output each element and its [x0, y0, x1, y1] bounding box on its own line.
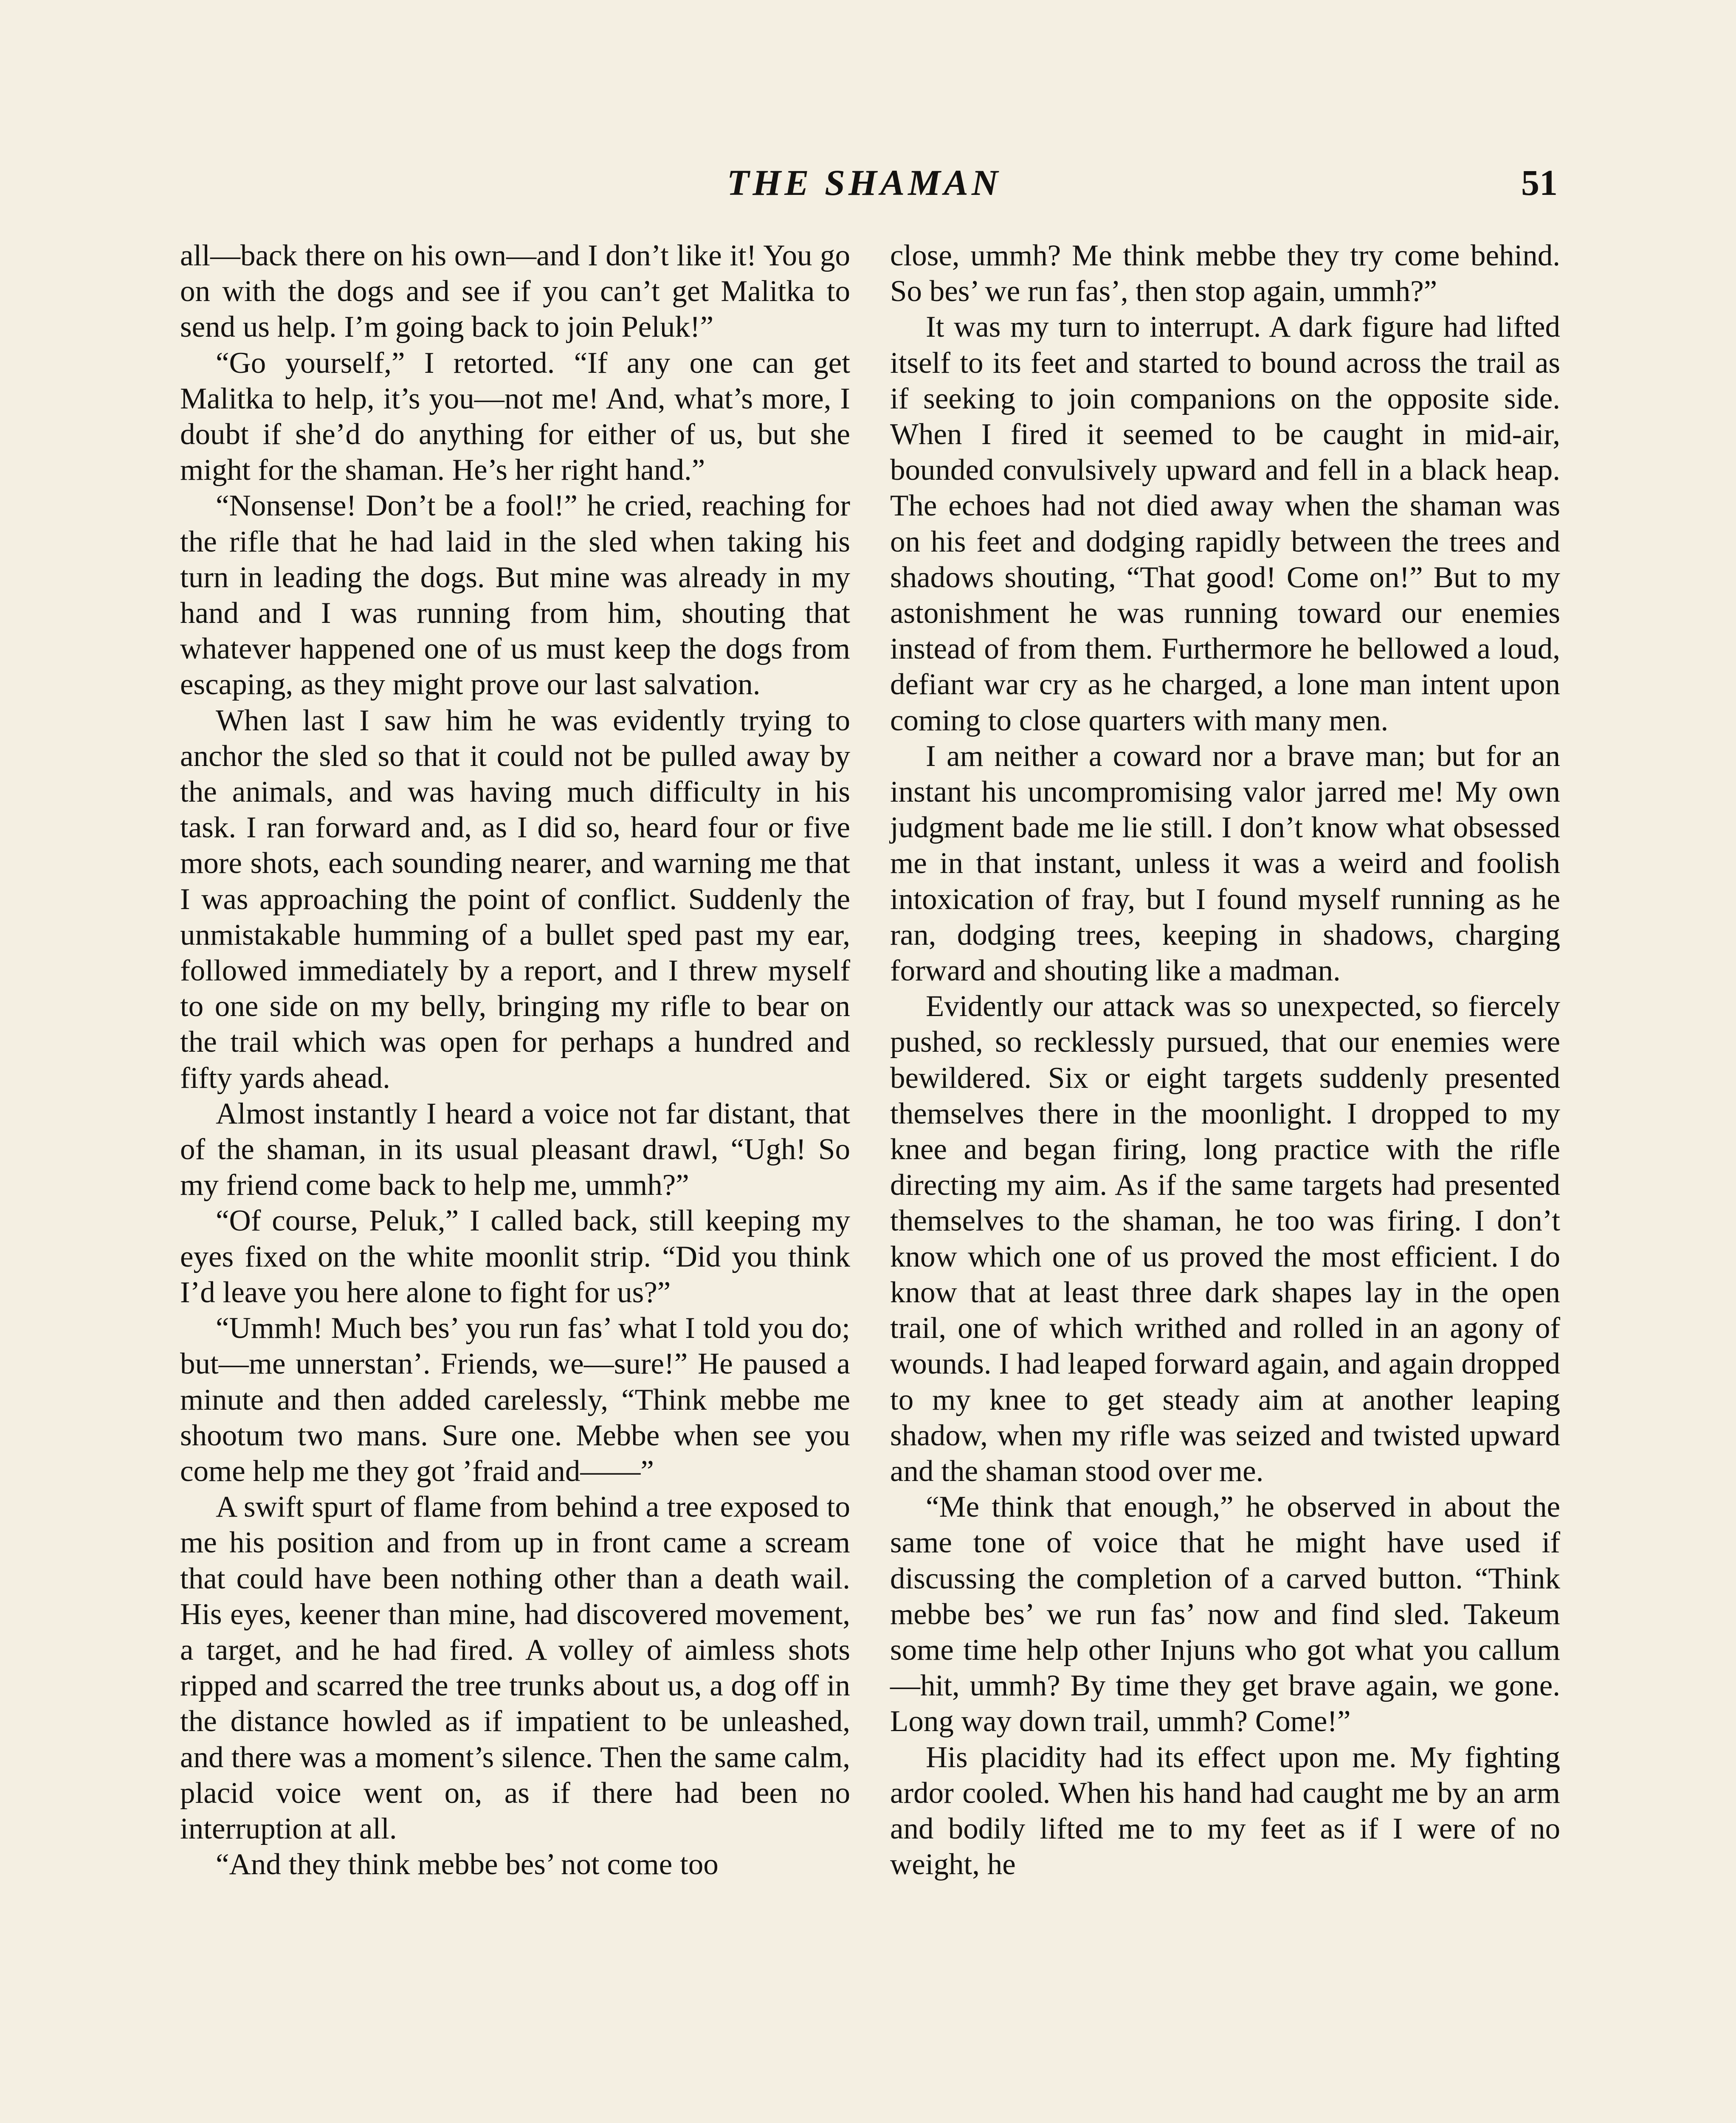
- paragraph: all—back there on his own—and I don’t like it! You go on with the dogs and see if you can’t get Malitka to send us help. I’m going back to join Peluk!”: [180, 239, 850, 344]
- page-number: 51: [1521, 162, 1558, 203]
- page-header: [0, 161, 1736, 208]
- paragraph: Almost instantly I heard a voice not far distant, that of the shaman, in its usual pleasant drawl, “Ugh! So my friend come back to help me, ummh?”: [180, 1097, 850, 1202]
- paragraph: “Nonsense! Don’t be a fool!” he cried, reaching for the rifle that he had laid in the sled when taking his turn in leading the dogs. But mine was already in my hand and I was running from him, shouting that whatever happened one of us must keep the dogs from escaping, as they might prove our last salvation.: [180, 489, 850, 701]
- paragraph: It was my turn to interrupt. A dark figure had lifted itself to its feet and started to bound across the trail as if seeking to join companions on the opposite side. When I fired it seemed to be caught in mid-air, bounded convulsively upward and fell in a black heap. The echoes had not died away when the shaman was on his feet and dodging rapidly between the trees and shadows shouting, “That good! Come on!” But to my astonishment he was running toward our enemies instead of from them. Furthermore he bellowed a loud, defiant war cry as he charged, a lone man intent upon coming to close quarters with many men.: [890, 310, 1560, 737]
- left-column: [180, 238, 850, 1882]
- paragraph: “Me think that enough,” he observed in about the same tone of voice that he might have used if discussing the completion of a carved button. “Think mebbe bes’ we run fas’ now and find sled. Takeum some time help other Injuns who got what you callum —hit, ummh? By time they get brave again, we gone. Long way down trail, ummh? Come!”: [890, 1490, 1560, 1738]
- paragraph: His placidity had its effect upon me. My fighting ardor cooled. When his hand had caught me by an arm and bodily lifted me to my feet as if I were of no weight, he: [890, 1740, 1560, 1881]
- paragraph: close, ummh? Me think mebbe they try come behind. So bes’ we run fas’, then stop again, ummh?”: [890, 239, 1560, 308]
- paragraph: Evidently our attack was so unexpected, so fiercely pushed, so recklessly pursued, that our enemies were bewildered. Six or eight targets suddenly presented themselves there in the moonlight. I dropped to my knee and began firing, long practice with the rifle directing my aim. As if the same targets had presented themselves to the shaman, he too was firing. I don’t know which one of us proved the most efficient. I do know that at least three dark shapes lay in the open trail, one of which writhed and rolled in an agony of wounds. I had leaped forward again, and again dropped to my knee to get steady aim at another leaping shadow, when my rifle was seized and twisted upward and the shaman stood over me.: [890, 990, 1560, 1488]
- paragraph: “Of course, Peluk,” I called back, still keeping my eyes fixed on the white moonlit strip. “Did you think I’d leave you here alone to fight for us?”: [180, 1204, 850, 1309]
- paragraph: “And they think mebbe bes’ not come too: [216, 1848, 719, 1881]
- paragraph: I am neither a coward nor a brave man; but for an instant his uncompromising valor jarred me! My own judgment bade me lie still. I don’t know what obsessed me in that instant, unless it was a weird and foolish intoxication of fray, but I found myself running as he ran, dodging trees, keeping in shadows, charging forward and shouting like a madman.: [890, 739, 1560, 988]
- paragraph: A swift spurt of flame from behind a tree exposed to me his position and from up in front came a scream that could have been nothing other than a death wail. His eyes, keener than mine, had discovered movement, a target, and he had fired. A volley of aimless shots ripped and scarred the tree trunks about us, a dog off in the distance howled as if impatient to be unleashed, and there was a moment’s silence. Then the same calm, placid voice went on, as if there had been no interruption at all.: [180, 1490, 850, 1845]
- paragraph: “Go yourself,” I retorted. “If any one can get Malitka to help, it’s you—not me! And, what’s more, I doubt if she’d do anything for either of us, but she might for the shaman. He’s her right hand.”: [180, 346, 850, 487]
- paragraph: When last I saw him he was evidently trying to anchor the sled so that it could not be pulled away by the animals, and was having much difficulty in his task. I ran forward and, as I did so, heard four or five more shots, each sounding nearer, and warning me that I was approaching the point of conflict. Suddenly the unmistakable humming of a bullet sped past my ear, followed immediately by a report, and I threw myself to one side on my belly, bringing my rifle to bear on the trail which was open for perhaps a hundred and fifty yards ahead.: [180, 704, 850, 1095]
- right-column: [890, 238, 1560, 1882]
- paragraph: “Ummh! Much bes’ you run fas’ what I told you do; but—me unnerstan’. Friends, we—sure!” He paused a minute and then added carelessly, “Think mebbe me shootum two mans. Sure one. Mebbe when see you come help me they got ’fraid and——”: [180, 1312, 850, 1488]
- running-title: THE SHAMAN: [727, 162, 1002, 203]
